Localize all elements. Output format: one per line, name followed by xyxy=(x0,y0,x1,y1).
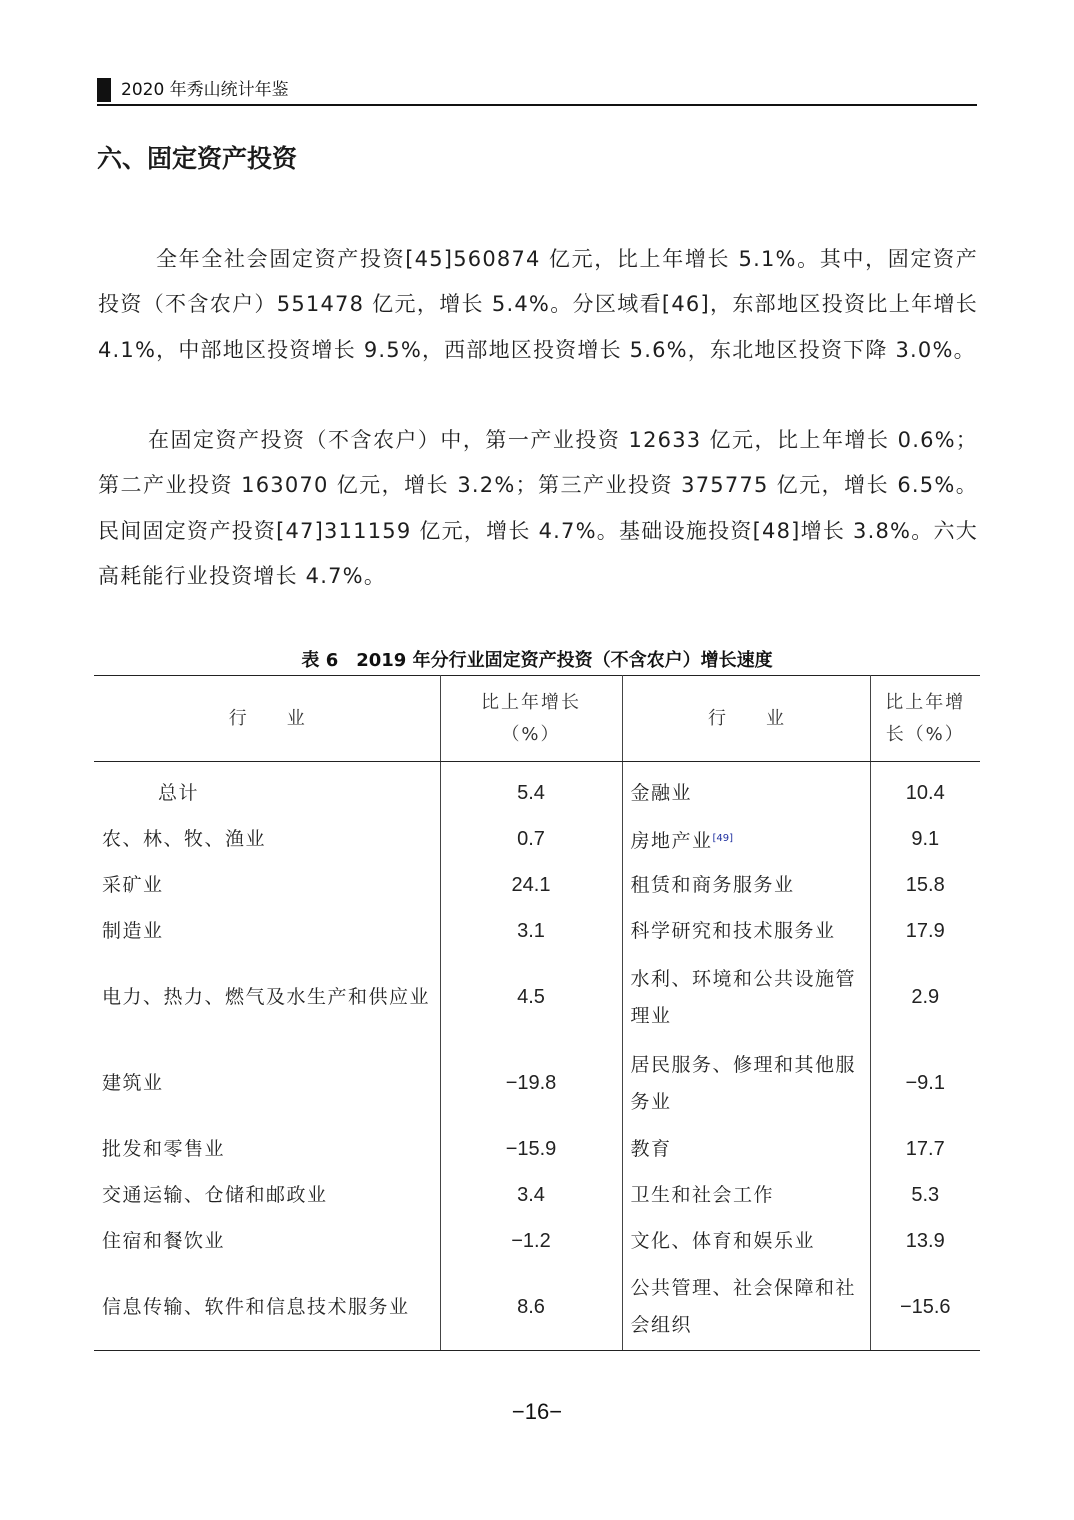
row-left-name: 总计 xyxy=(94,762,440,817)
page-number: −16− xyxy=(511,1399,563,1424)
table-row xyxy=(94,1265,980,1351)
row-right-name: 科学研究和技术服务业 xyxy=(622,909,870,955)
row-left-name: 批发和零售业 xyxy=(94,1127,440,1173)
header-bar-mark xyxy=(97,78,111,102)
running-header-title: 2020 年秀山统计年鉴 xyxy=(121,80,289,100)
row-left-value: −19.8 xyxy=(440,1041,622,1127)
header-growth-left-line2: （%） xyxy=(501,723,561,745)
row-right-name: 金融业 xyxy=(622,762,870,817)
row-left-name: 交通运输、仓储和邮政业 xyxy=(94,1173,440,1219)
table-row xyxy=(94,1219,980,1265)
table-row xyxy=(94,909,980,955)
row-right-value: 17.9 xyxy=(905,920,945,942)
row-right-name xyxy=(622,817,870,863)
row-right-value: 17.7 xyxy=(905,1138,945,1160)
header-growth-left-line1: 比上年增长 xyxy=(481,691,581,713)
table-row xyxy=(94,1041,980,1127)
header-growth-left xyxy=(440,676,622,762)
row-left-value: −15.9 xyxy=(440,1127,622,1173)
row-left-value: 4.5 xyxy=(440,955,622,1041)
header-industry-left-b: 业 xyxy=(286,707,305,729)
row-left-value: −1.2 xyxy=(440,1219,622,1265)
table-row xyxy=(94,955,980,1041)
running-header xyxy=(97,78,977,106)
footnote-ref-link[interactable]: [49] xyxy=(712,832,734,844)
header-industry-left xyxy=(94,676,440,762)
row-left-name: 建筑业 xyxy=(94,1041,440,1127)
table-row xyxy=(94,762,980,817)
table-row xyxy=(94,863,980,909)
row-right-name: 文化、体育和娱乐业 xyxy=(622,1219,870,1265)
header-industry-right xyxy=(622,676,870,762)
row-left-value: 3.1 xyxy=(440,909,622,955)
row-right-name: 水利、环境和公共设施管理业 xyxy=(622,955,870,1041)
table-row xyxy=(94,817,980,863)
row-left-name: 电力、热力、燃气及水生产和供应业 xyxy=(94,955,440,1041)
header-growth-right-line1: 比上年增 xyxy=(885,691,966,713)
row-right-value: −9.1 xyxy=(905,1072,945,1094)
row-left-name: 农、林、牧、渔业 xyxy=(94,817,440,863)
industry-growth-table xyxy=(94,675,980,1351)
header-industry-right-b: 业 xyxy=(766,707,784,729)
row-right-name: 教育 xyxy=(622,1127,870,1173)
header-industry-left-a: 行 xyxy=(228,707,247,729)
section-title: 六、固定资产投资 xyxy=(97,144,298,173)
row-right-value: 15.8 xyxy=(905,874,945,896)
row-right-name: 租赁和商务服务业 xyxy=(622,863,870,909)
row-right-name: 卫生和社会工作 xyxy=(622,1173,870,1219)
paragraph-2: 在固定资产投资（不含农户）中，第一产业投资 12633 亿元，比上年增长 0.6%；第二产业投资 163070 亿元，增长 3.2%；第三产业投资 375775 亿元，增长 6.5%。民间固定资产投资[47]311159 亿元，增长 4.7%。基础设施投资[48]增长 3.8%。六大高耗能行业投资增长 4.7%。 xyxy=(98,428,978,588)
row-right-name: 公共管理、社会保障和社会组织 xyxy=(622,1265,870,1351)
row-right-name: 居民服务、修理和其他服务业 xyxy=(622,1041,870,1127)
row-left-value: 5.4 xyxy=(440,762,622,817)
row-left-name: 信息传输、软件和信息技术服务业 xyxy=(94,1265,440,1351)
row-left-name: 住宿和餐饮业 xyxy=(94,1219,440,1265)
table-header-row xyxy=(94,676,980,762)
table-row xyxy=(94,1127,980,1173)
header-industry-right-a: 行 xyxy=(708,707,726,729)
header-growth-right xyxy=(870,676,980,762)
row-right-value: 10.4 xyxy=(905,781,945,804)
row-right-value: 2.9 xyxy=(911,986,940,1008)
table-caption: 表 6 2019 年分行业固定资产投资（不含农户）增长速度 xyxy=(301,650,773,671)
row-right-value: −15.6 xyxy=(870,1265,980,1351)
header-growth-right-line2: 长（%） xyxy=(885,723,965,745)
row-right-value: 9.1 xyxy=(911,828,940,850)
paragraph-1: 全年全社会固定资产投资[45]560874 亿元，比上年增长 5.1%。其中，固定资产投资（不含农户）551478 亿元，增长 5.4%。分区域看[46]，东部地区投资比上年增长 4.1%，中部地区投资增长 9.5%，西部地区投资增长 5.6%，东北地区投资下降 3.0%。 xyxy=(98,247,978,362)
row-left-value: 8.6 xyxy=(440,1265,622,1351)
row-left-value: 3.4 xyxy=(440,1173,622,1219)
table-row xyxy=(94,1173,980,1219)
row-right-value: 13.9 xyxy=(905,1230,945,1252)
row-right-value: 5.3 xyxy=(911,1184,940,1206)
row-left-value: 24.1 xyxy=(440,863,622,909)
row-left-name: 采矿业 xyxy=(94,863,440,909)
row-right-name-text: 房地产业 xyxy=(630,829,713,852)
row-left-value: 0.7 xyxy=(440,817,622,863)
row-left-name: 制造业 xyxy=(94,909,440,955)
